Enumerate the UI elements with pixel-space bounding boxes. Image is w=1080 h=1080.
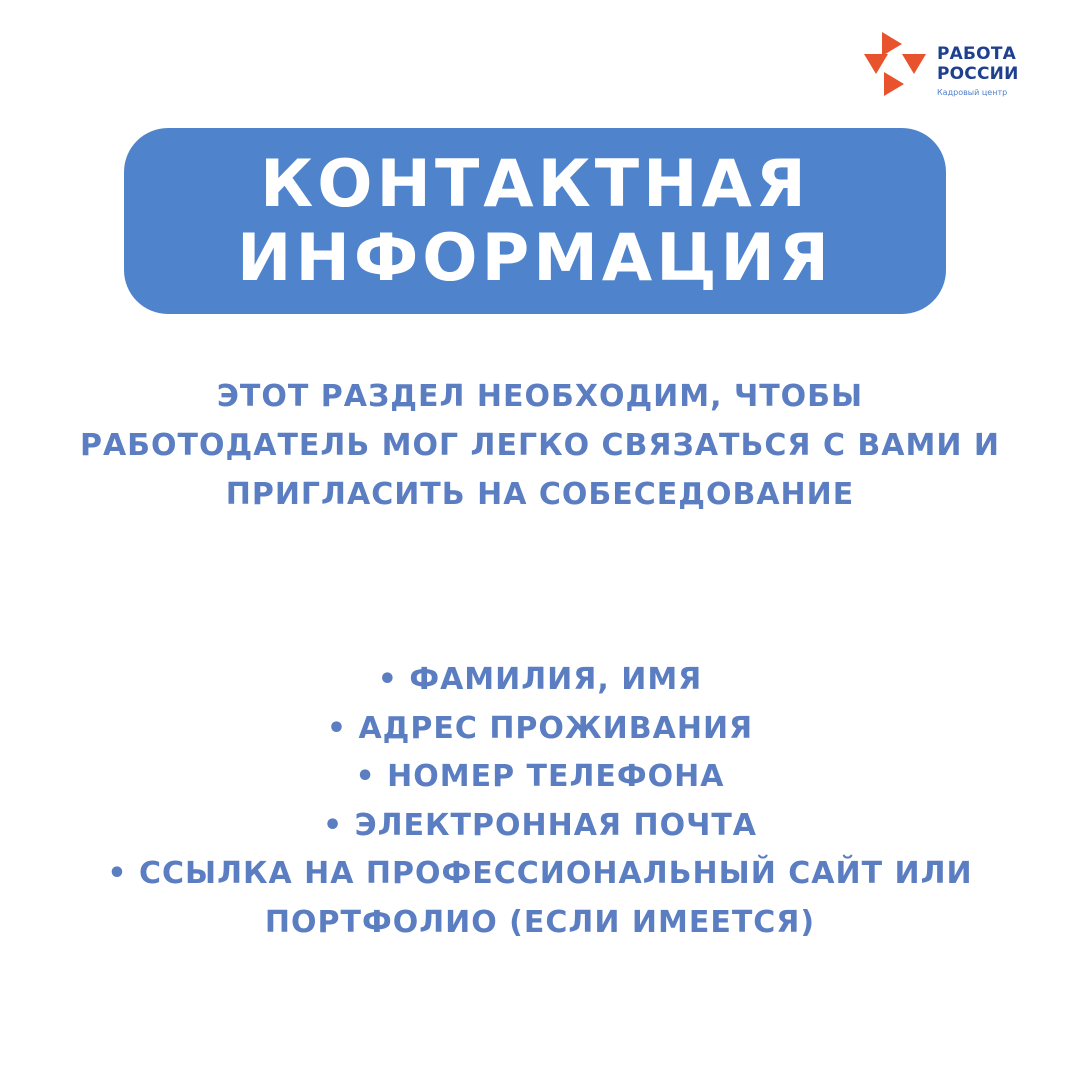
list-item: • ЭЛЕКТРОННАЯ ПОЧТА (322, 807, 758, 843)
list-item: • АДРЕС ПРОЖИВАНИЯ (326, 710, 754, 746)
intro-text (0, 372, 1080, 519)
contact-fields-list (0, 656, 1080, 947)
logo-subtitle: Кадровый центр (937, 88, 1008, 97)
logo-title (937, 44, 1019, 84)
logo-title-line-1: РАБОТА (937, 44, 1016, 64)
logo (862, 30, 1042, 102)
page-title-line-1: КОНТАКТНАЯ (260, 147, 810, 222)
logo-title-line-2: РОССИИ (937, 64, 1019, 84)
intro-line-3: ПРИГЛАСИТЬ НА СОБЕСЕДОВАНИЕ (225, 477, 855, 512)
intro-line-2: РАБОТОДАТЕЛЬ МОГ ЛЕГКО СВЯЗАТЬСЯ С ВАМИ И (79, 428, 1001, 463)
list-item: • ФАМИЛИЯ, ИМЯ (377, 662, 703, 697)
arrows-cross-icon (862, 30, 928, 98)
list-item: • ССЫЛКА НА ПРОФЕССИОНАЛЬНЫЙ САЙТ ИЛИ (107, 856, 973, 891)
page-title (124, 148, 946, 296)
list-item-continuation: ПОРТФОЛИО (ЕСЛИ ИМЕЕТСЯ) (264, 904, 816, 940)
page-title-line-2: ИНФОРМАЦИЯ (237, 221, 833, 296)
list-item: • НОМЕР ТЕЛЕФОНА (355, 759, 725, 794)
heading-banner (124, 128, 946, 314)
intro-line-1: ЭТОТ РАЗДЕЛ НЕОБХОДИМ, ЧТОБЫ (216, 379, 864, 414)
